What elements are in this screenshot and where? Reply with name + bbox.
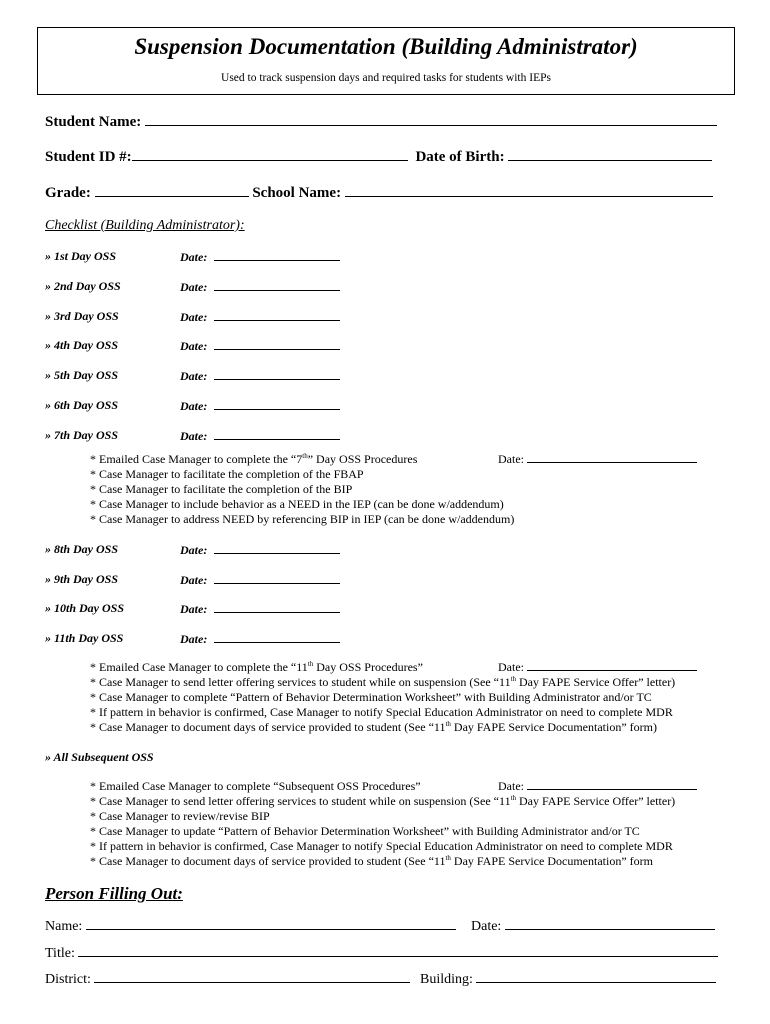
dob-field[interactable] [508,146,712,161]
day-date-field[interactable] [214,309,340,321]
date-label: Date: [180,280,208,294]
task-item: * Case Manager to update “Pattern of Behavior Determination Worksheet” with Building Administrator and/or TC [90,824,640,838]
task-item: * Case Manager to facilitate the completion of the FBAP [90,467,364,481]
grade-row [45,182,713,202]
student-name-field[interactable] [145,111,717,126]
person-name-label: Name: [45,919,83,934]
date-label: Date: [180,429,208,443]
school-name-label: School Name: [252,185,342,201]
task-item: * Case Manager to complete “Pattern of Behavior Determination Worksheet” with Building Administrator and/or TC [90,690,652,704]
date-label: Date: [180,250,208,264]
day-label: » 3rd Day OSS [45,309,119,323]
grade-field[interactable] [95,182,249,197]
day-date-field[interactable] [214,249,340,261]
day-label: » 2nd Day OSS [45,279,121,293]
day-date-field[interactable] [214,631,340,643]
student-id-row [45,146,712,166]
task-item: * Case Manager to send letter offering services to student while on suspension (See “11th Day FAPE Service Offer” letter) [90,794,676,808]
header-box [37,27,735,95]
day-label: » 1st Day OSS [45,249,117,263]
person-date-label: Date: [471,919,502,934]
task-item: * Case Manager to address NEED by referencing BIP in IEP (can be done w/addendum) [90,512,515,526]
task-item: * If pattern in behavior is confirmed, Case Manager to notify Special Education Administrator on need to complete MDR [90,705,673,719]
day-date-field[interactable] [214,601,340,613]
date-label: Date: [498,779,524,793]
task-date-field[interactable] [527,779,697,790]
person-building-field[interactable] [476,968,716,983]
day-date-field[interactable] [214,542,340,554]
date-label: Date: [180,399,208,413]
student-id-field[interactable] [132,146,408,161]
date-label: Date: [180,602,208,616]
checklist-heading: Checklist (Building Administrator): [45,218,245,233]
person-title-field[interactable] [78,942,718,957]
day-label: » 7th Day OSS [45,428,119,442]
grade-label: Grade: [45,185,91,201]
task-item: * Case Manager to send letter offering services to student while on suspension (See “11th Day FAPE Service Offer” letter) [90,675,676,689]
day-date-field[interactable] [214,428,340,440]
subsequent-label: » All Subsequent OSS [45,750,154,764]
task-item: * Emailed Case Manager to complete “Subsequent OSS Procedures” [90,779,421,793]
person-name-field[interactable] [86,915,456,930]
date-label: Date: [498,452,524,466]
day-date-field[interactable] [214,572,340,584]
person-heading: Person Filling Out: [45,884,183,903]
date-label: Date: [180,573,208,587]
day-label: » 4th Day OSS [45,338,119,352]
task-item: * Case Manager to document days of service provided to student (See “11th Day FAPE Service Documentation” form [90,854,653,868]
task-date-field[interactable] [527,660,697,671]
person-building-label: Building: [420,972,473,987]
date-label: Date: [498,660,524,674]
task-item: * Emailed Case Manager to complete the “11th Day OSS Procedures” [90,660,423,674]
day-label: » 10th Day OSS [45,601,125,615]
task-item: * Emailed Case Manager to complete the “7th” Day OSS Procedures [90,452,418,466]
task-item: * Case Manager to document days of service provided to student (See “11th Day FAPE Service Documentation” form) [90,720,657,734]
page-title: Suspension Documentation (Building Administrator) [134,34,638,59]
person-date-field[interactable] [505,915,715,930]
task-item: * Case Manager to review/revise BIP [90,809,270,823]
task-item: * Case Manager to facilitate the completion of the BIP [90,482,353,496]
person-title-label: Title: [45,946,75,961]
date-label: Date: [180,310,208,324]
day-label: » 11th Day OSS [45,631,124,645]
page-subtitle: Used to track suspension days and required tasks for students with IEPs [221,72,551,84]
school-name-field[interactable] [345,182,713,197]
date-label: Date: [180,339,208,353]
person-district-label: District: [45,972,91,987]
student-name-row [45,111,717,131]
student-name-label: Student Name: [45,114,142,130]
date-label: Date: [180,543,208,557]
task-item: * Case Manager to include behavior as a NEED in the IEP (can be done w/addendum) [90,497,504,511]
day-label: » 6th Day OSS [45,398,119,412]
day-date-field[interactable] [214,279,340,291]
day-date-field[interactable] [214,398,340,410]
day-date-field[interactable] [214,338,340,350]
student-id-label: Student ID #: [45,149,132,165]
person-district-field[interactable] [94,968,410,983]
day-label: » 5th Day OSS [45,368,119,382]
date-label: Date: [180,632,208,646]
date-label: Date: [180,369,208,383]
task-date-field[interactable] [527,452,697,463]
task-item: * If pattern in behavior is confirmed, Case Manager to notify Special Education Administrator on need to complete MDR [90,839,673,853]
day-date-field[interactable] [214,368,340,380]
dob-label: Date of Birth: [415,149,505,165]
day-label: » 8th Day OSS [45,542,119,556]
day-label: » 9th Day OSS [45,572,119,586]
